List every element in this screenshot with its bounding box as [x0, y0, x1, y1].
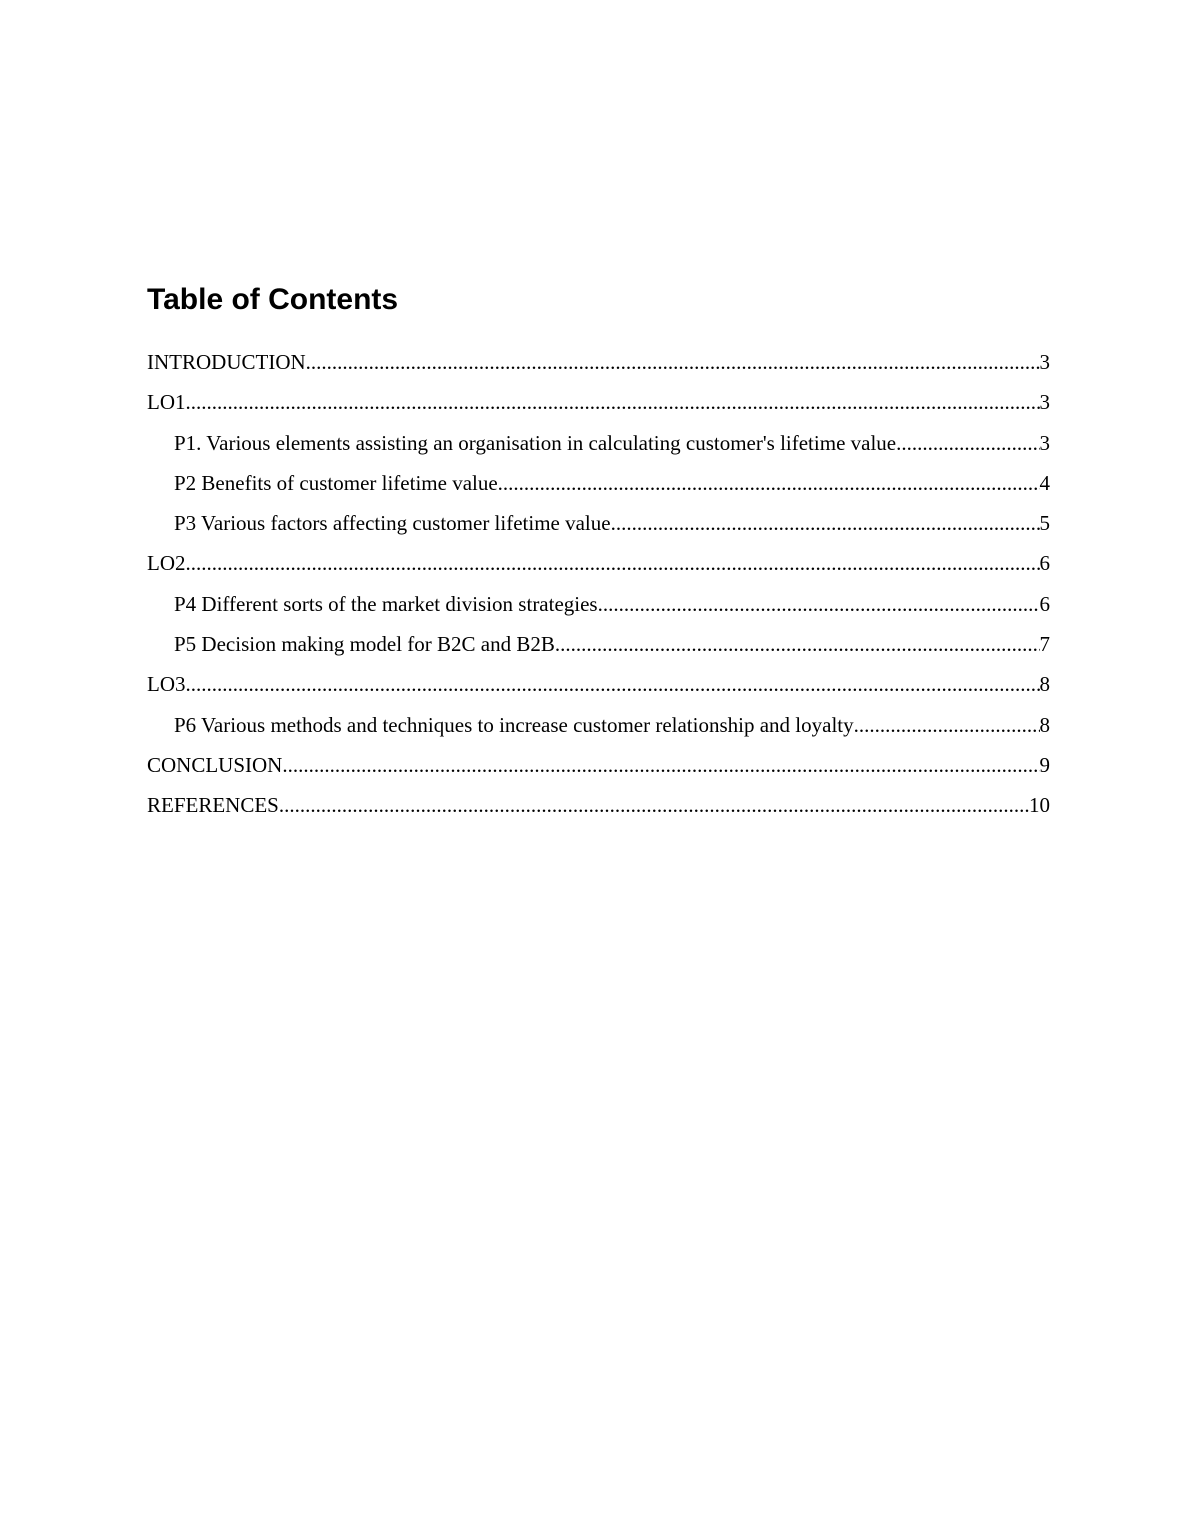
toc-entry-introduction[interactable] — [147, 342, 1050, 382]
toc-entry-text: P2 Benefits of customer lifetime value — [174, 470, 498, 495]
toc-dot-leader — [555, 624, 1040, 664]
toc-entry-p6[interactable] — [147, 705, 1050, 745]
toc-entry-references[interactable] — [147, 785, 1050, 825]
toc-entry-text: P5 Decision making model for B2C and B2B — [174, 632, 555, 657]
toc-entry-text: CONCLUSION — [147, 752, 283, 777]
toc-entry-p4[interactable] — [147, 584, 1050, 624]
toc-entry-p5[interactable] — [147, 624, 1050, 664]
toc-page-number: 7 — [1039, 632, 1050, 657]
toc-page-number: 6 — [1039, 591, 1050, 616]
toc-entry-text: P4 Different sorts of the market division strategies — [174, 591, 598, 616]
toc-page-number: 9 — [1039, 752, 1050, 777]
toc-entry-p1[interactable] — [147, 423, 1050, 463]
toc-dot-leader — [498, 463, 1040, 503]
toc-dot-leader — [611, 503, 1040, 543]
toc-entry-text: REFERENCES — [147, 793, 279, 818]
toc-dot-leader — [279, 785, 1029, 825]
toc-page-number: 3 — [1039, 430, 1050, 455]
toc-entry-lo2[interactable] — [147, 543, 1050, 583]
toc-entry-text: INTRODUCTION — [147, 350, 306, 374]
toc-entry-p3[interactable] — [147, 503, 1050, 543]
toc-entry-text: P6 Various methods and techniques to increase customer relationship and loyalty — [174, 712, 854, 737]
toc-entry-p2[interactable] — [147, 463, 1050, 503]
toc-entry-conclusion[interactable] — [147, 745, 1050, 785]
toc-dot-leader — [896, 423, 1039, 463]
toc-entry-text: LO1 — [147, 390, 186, 415]
toc-entry-text: P3 Various factors affecting customer lifetime value — [174, 511, 611, 536]
toc-title: Table of Contents — [147, 283, 399, 316]
toc-entry-text: P1. Various elements assisting an organisation in calculating customer's lifetime value — [174, 430, 897, 455]
toc-page-number: 10 — [1029, 793, 1050, 818]
toc-dot-leader — [854, 705, 1040, 745]
toc-page-number: 4 — [1039, 470, 1050, 495]
toc-dot-leader — [282, 745, 1039, 785]
toc-page-number: 8 — [1039, 672, 1050, 697]
toc-list — [147, 342, 1050, 826]
toc-page-number: 3 — [1039, 390, 1050, 415]
toc-page-number: 5 — [1039, 511, 1050, 536]
toc-page-number: 3 — [1039, 350, 1050, 374]
toc-entry-lo1[interactable] — [147, 382, 1050, 422]
toc-entry-text: LO2 — [147, 551, 186, 576]
toc-dot-leader — [598, 584, 1040, 624]
toc-page-number: 8 — [1039, 712, 1050, 737]
toc-dot-leader — [186, 664, 1040, 704]
toc-entry-lo3[interactable] — [147, 664, 1050, 704]
toc-dot-leader — [186, 382, 1040, 422]
toc-dot-leader — [186, 543, 1040, 583]
toc-page-number: 6 — [1039, 551, 1050, 576]
toc-entry-text: LO3 — [147, 672, 186, 697]
toc-dot-leader — [306, 342, 1040, 382]
